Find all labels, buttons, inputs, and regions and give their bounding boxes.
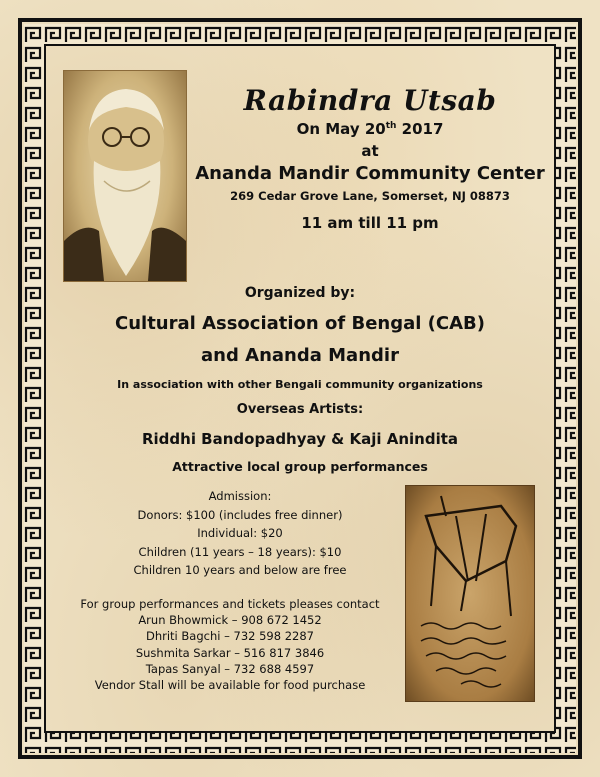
at-label: at (361, 142, 379, 160)
organizer-cab: Cultural Association of Bengal (CAB) (115, 313, 485, 334)
contact-line: Sushmita Sarkar – 516 817 3846 (135, 645, 325, 660)
admission-line: Admission: (208, 489, 272, 503)
contact-line: Vendor Stall will be available for food purchase (94, 678, 366, 693)
admission-line: Children (11 years – 18 years): $10 (138, 544, 342, 559)
event-title: Rabindra Utsab (243, 84, 497, 117)
association-note: In association with other Bengali community organizations (117, 378, 483, 391)
ink-sketch-image (405, 485, 535, 702)
contact-line: Dhriti Bagchi – 732 598 2287 (145, 629, 314, 644)
organized-by-label: Organized by: (244, 285, 356, 301)
contacts-block (60, 596, 400, 693)
venue-name: Ananda Mandir Community Center (195, 163, 545, 184)
contact-line: Arun Bhowmick – 908 672 1452 (138, 613, 322, 628)
event-time: 11 am till 11 pm (301, 214, 439, 232)
artists-names: Riddhi Bandopadhyay & Kaji Anindita (141, 430, 459, 448)
venue-address: 269 Cedar Grove Lane, Somerset, NJ 08873 (230, 189, 510, 203)
admission-line: Donors: $100 (includes free dinner) (137, 507, 343, 522)
admission-line: Individual: $20 (197, 526, 283, 541)
event-date: On May 20th 2017 (296, 120, 444, 138)
organizer-ananda-mandir: and Ananda Mandir (201, 345, 399, 366)
contact-line: For group performances and tickets pleases contact (80, 597, 380, 611)
contact-line: Tapas Sanyal – 732 688 4597 (145, 661, 315, 676)
admission-line: Children 10 years and below are free (133, 563, 347, 578)
local-performances: Attractive local group performances (172, 459, 428, 474)
overseas-artists-label: Overseas Artists: (236, 402, 364, 417)
admission-block (110, 487, 370, 580)
portrait-image (63, 70, 187, 282)
